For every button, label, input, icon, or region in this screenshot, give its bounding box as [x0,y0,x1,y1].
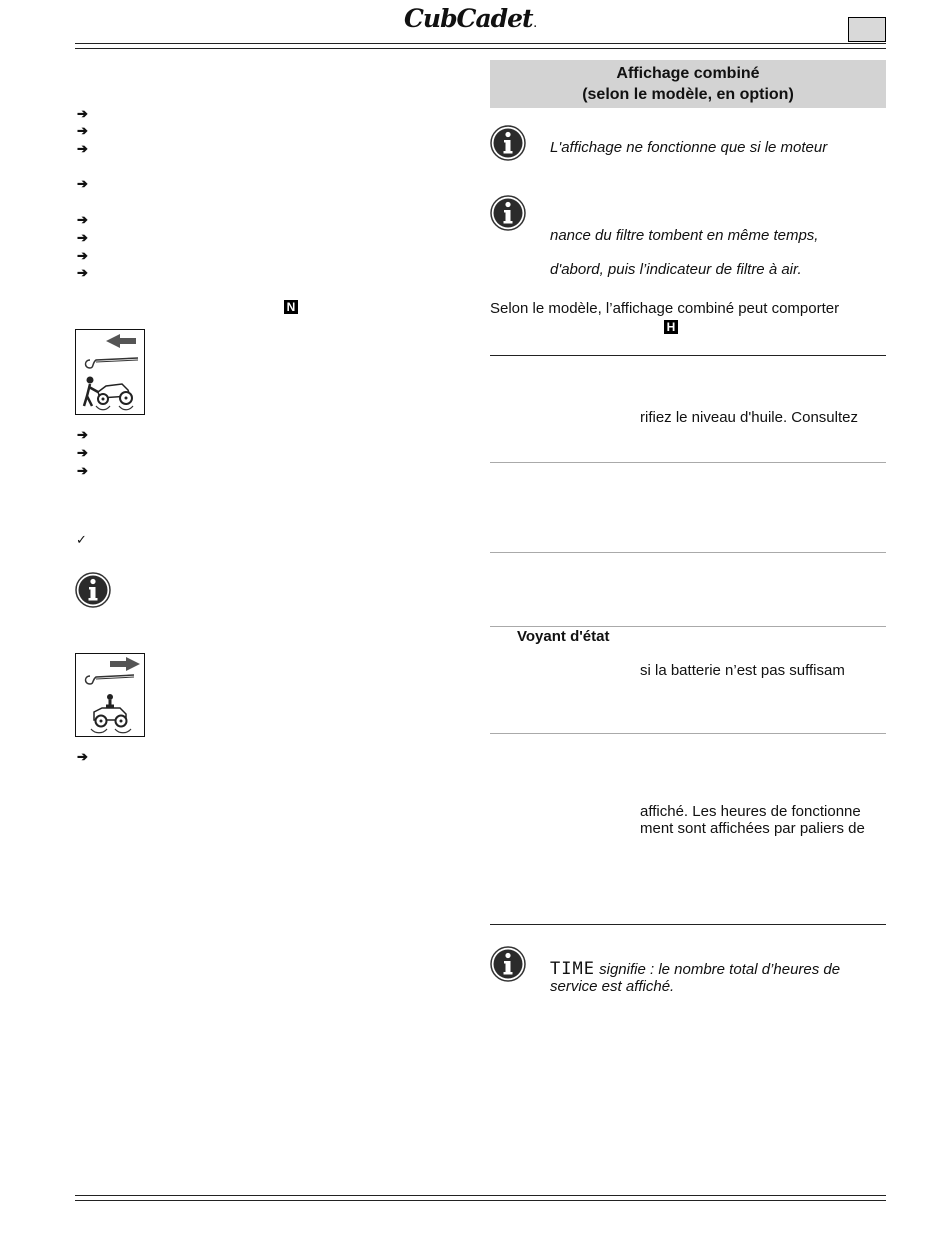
status-light-label: Voyant d'état [517,628,610,645]
divider [490,462,886,463]
oil-level-text: rifiez le niveau d'huile. Consultez [640,409,858,426]
arrow-bullet-icon: ➔ [77,749,88,764]
divider [490,626,886,627]
divider [490,924,886,925]
divider [490,733,886,734]
arrow-bullet-icon: ➔ [77,123,88,138]
push-mode-icon [75,329,145,415]
time-display-word: TIME [550,959,595,979]
arrow-bullet-icon: ➔ [77,427,88,442]
brand-logo: CubCadet. [404,4,536,33]
arrow-bullet-icon: ➔ [77,141,88,156]
arrow-bullet-icon: ➔ [77,212,88,227]
info-icon [75,572,111,608]
time-note-line1: TIME signifie : le nombre total d’heures de [550,959,841,979]
header-rule [75,43,886,49]
arrow-bullet-icon: ➔ [77,463,88,478]
badge-h: H [664,320,678,334]
badge-n: N [284,300,298,314]
hours-text-line2: ment sont affichées par paliers de [640,820,865,837]
battery-text: si la batterie n’est pas suffisam [640,662,845,679]
arrow-bullet-icon: ➔ [77,176,88,191]
note-filter-line1: nance du filtre tombent en même temps, [550,227,819,244]
arrow-bullet-icon: ➔ [77,248,88,263]
arrow-bullet-icon: ➔ [77,265,88,280]
arrow-bullet-icon: ➔ [77,230,88,245]
info-icon [490,946,526,982]
intro-text: Selon le modèle, l’affichage combiné peut comporter [490,300,840,317]
drive-mode-icon [75,653,145,737]
footer-rule [75,1195,886,1201]
section-heading: Affichage combiné (selon le modèle, en option) [490,60,886,108]
note-filter-line2: d'abord, puis l’indicateur de filtre à air. [550,261,802,278]
divider [490,355,886,356]
note-engine: L'affichage ne fonctionne que si le moteur [550,139,828,156]
divider [490,552,886,553]
time-note-line2: service est affiché. [550,978,675,995]
arrow-bullet-icon: ➔ [77,445,88,460]
page-number-box [848,17,886,42]
arrow-bullet-icon: ➔ [77,106,88,121]
hours-text-line1: affiché. Les heures de fonctionne [640,803,861,820]
check-icon: ✓ [76,532,87,547]
info-icon [490,195,526,231]
info-icon [490,125,526,161]
